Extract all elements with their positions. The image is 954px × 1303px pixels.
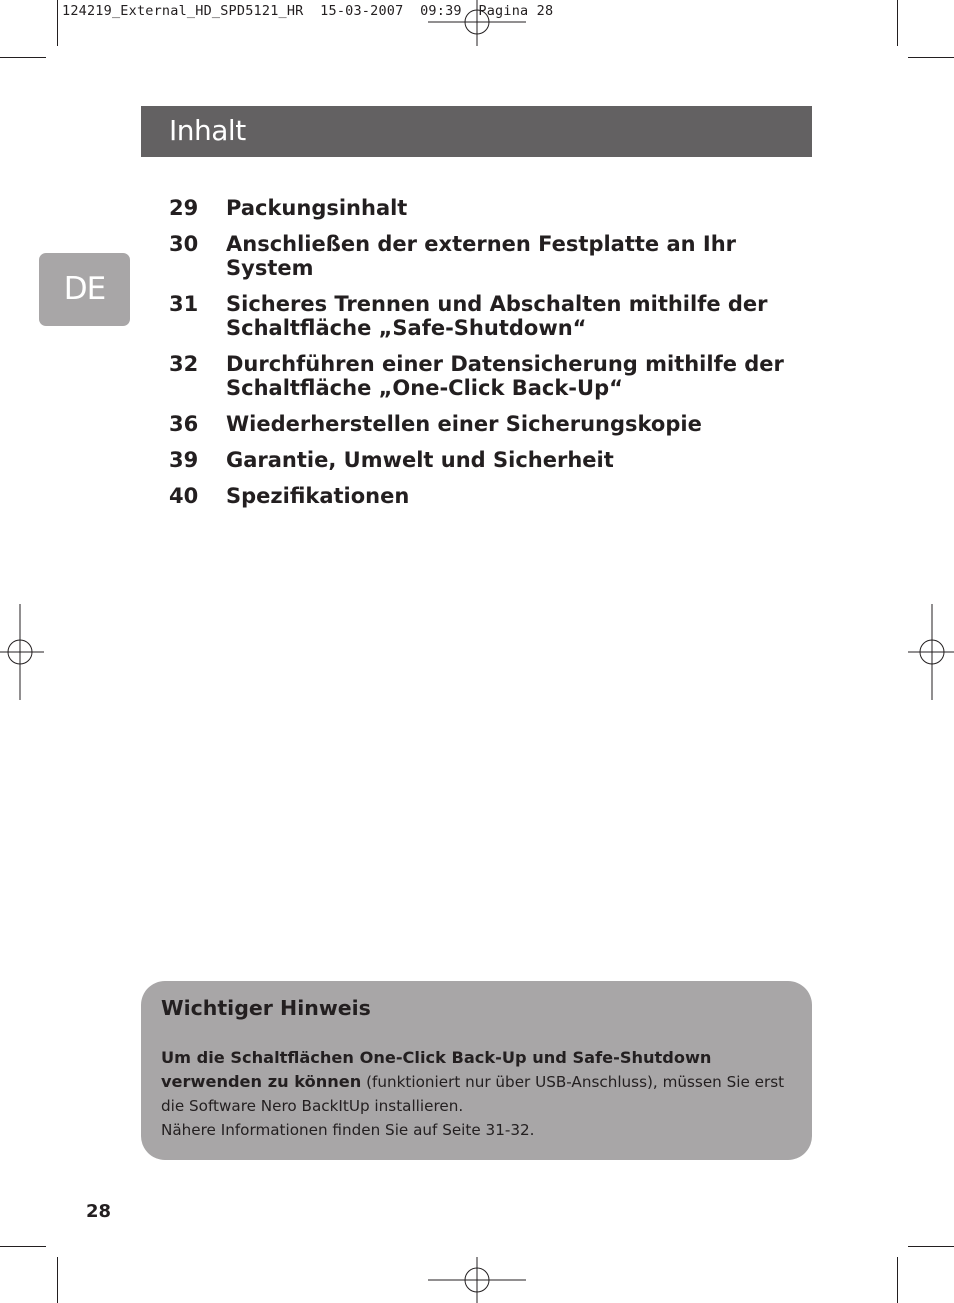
toc-title: Anschließen der externen Festplatte an Ihr System (226, 232, 737, 280)
toc-title: Packungsinhalt (226, 196, 408, 220)
toc-item[interactable] (169, 448, 809, 472)
crop-mark-top-right-h (908, 57, 954, 58)
toc-title: Spezifikationen (226, 484, 410, 508)
toc-item[interactable] (169, 352, 809, 400)
important-note-box (141, 981, 812, 1160)
crop-mark-bottom-left-h (0, 1246, 46, 1247)
registration-mark-right (908, 604, 954, 700)
toc-title: Wiederherstellen einer Sicherungskopie (226, 412, 702, 436)
title-bar (141, 106, 812, 157)
page-title: Inhalt (169, 114, 246, 147)
crop-mark-top-left-h (0, 57, 46, 58)
language-tab-label: DE (63, 271, 106, 307)
toc-item[interactable] (169, 292, 809, 340)
crop-mark-top-right-v (897, 0, 898, 46)
toc-page-number: 29 (169, 196, 199, 220)
crop-mark-top-left-v (57, 0, 58, 46)
table-of-contents (169, 196, 809, 520)
toc-page-number: 36 (169, 412, 199, 436)
toc-title: Durchführen einer Datensicherung mithilfe der Schaltfläche „One-Click Back-Up“ (226, 352, 784, 400)
language-tab (39, 253, 130, 326)
toc-title: Sicheres Trennen und Abschalten mithilfe der Schaltfläche „Safe-Shutdown“ (226, 292, 768, 340)
print-slug: 124219_External_HD_SPD5121_HR 15-03-2007 09:39 Pagina 28 (62, 3, 554, 19)
crop-mark-bottom-right-v (897, 1257, 898, 1303)
crop-mark-bottom-left-v (57, 1257, 58, 1303)
toc-title: Garantie, Umwelt und Sicherheit (226, 448, 614, 472)
note-title: Wichtiger Hinweis (161, 996, 371, 1020)
registration-mark-top (428, 0, 526, 46)
toc-item[interactable] (169, 232, 809, 280)
crop-mark-bottom-right-h (908, 1246, 954, 1247)
note-bold-text: Um die Schaltflächen One-Click Back-Up und Safe-Shutdown verwenden zu können (161, 1048, 712, 1091)
toc-page-number: 32 (169, 352, 199, 376)
registration-mark-bottom (428, 1257, 526, 1303)
toc-page-number: 39 (169, 448, 199, 472)
toc-item[interactable] (169, 196, 809, 220)
note-body (161, 1046, 801, 1142)
registration-mark-left (0, 604, 44, 700)
page-number: 28 (86, 1201, 112, 1222)
note-text: (funktioniert nur über USB-Anschluss), müssen Sie erst die Software Nero BackItUp installieren. (161, 1073, 785, 1115)
toc-page-number: 40 (169, 484, 199, 508)
toc-item[interactable] (169, 412, 809, 436)
toc-item[interactable] (169, 484, 809, 508)
note-more-info: Nähere Informationen finden Sie auf Seite 31-32. (161, 1121, 535, 1139)
toc-page-number: 30 (169, 232, 199, 256)
toc-page-number: 31 (169, 292, 199, 316)
